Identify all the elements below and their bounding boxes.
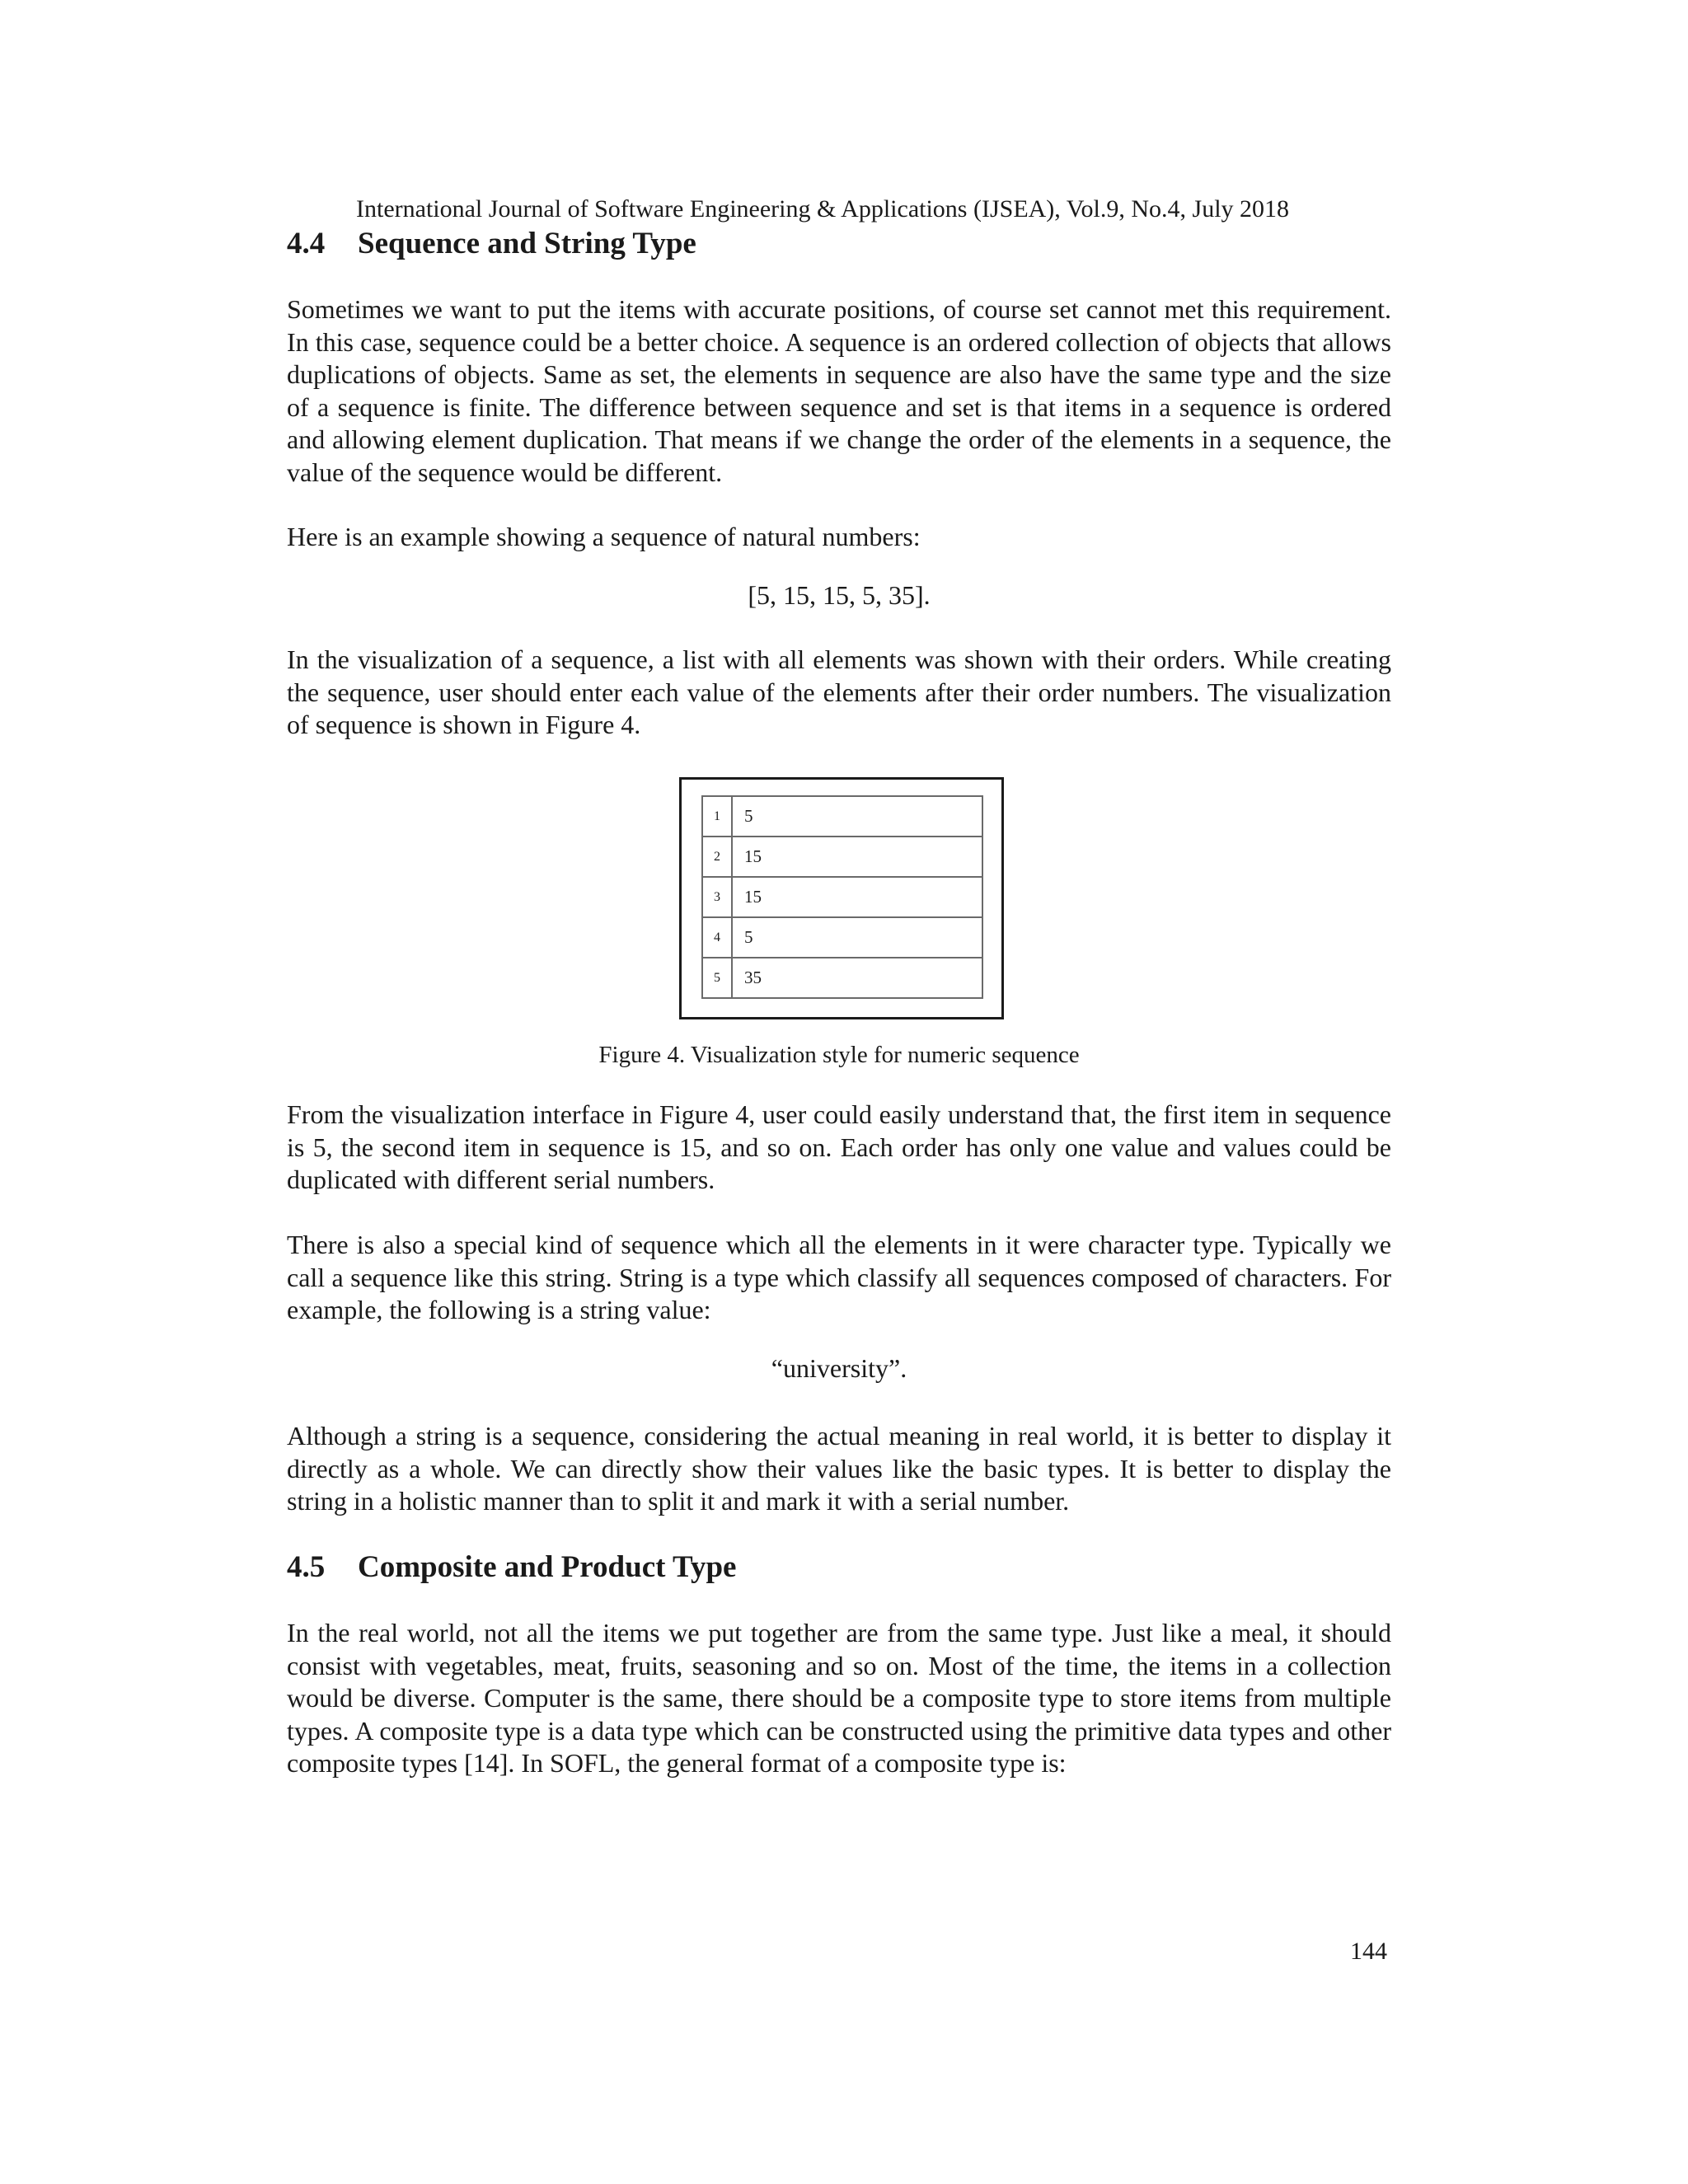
paragraph-string-display: Although a string is a sequence, considering the actual meaning in real world, it is better to display it directly as a whole. We can directly show their values like the basic types. It is better to display the string in a holistic manner than to split it and mark it with a serial number. xyxy=(287,1421,1391,1516)
row-index: 4 xyxy=(702,917,732,958)
table-row xyxy=(702,958,982,998)
paragraph-visualization: In the visualization of a sequence, a list with all elements was shown with their orders. While creating the sequence, user should enter each value of the elements after their order numbers. The visualization of sequence is shown in Figure 4. xyxy=(287,644,1391,739)
section-title: Sequence and String Type xyxy=(358,227,696,260)
row-value: 15 xyxy=(732,837,982,877)
row-index: 2 xyxy=(702,837,732,877)
section-heading-4-5 xyxy=(287,1549,736,1586)
paragraph-figure-explanation: From the visualization interface in Figure 4, user could easily understand that, the first item in sequence is 5, the second item in sequence is 15, and so on. Each order has only one value and values could be duplicated with different serial numbers. xyxy=(287,1099,1391,1194)
paragraph-composite-intro: In the real world, not all the items we put together are from the same type. Just like a meal, it should consist with vegetables, meat, fruits, seasoning and so on. Most of the time, the items in a collection would be diverse. Computer is the same, there should be a composite type to store items from multiple types. A composite type is a data type which can be constructed using the primitive data types and other composite types [14]. In SOFL, the general format of a composite type is: xyxy=(287,1618,1391,1778)
table-row xyxy=(702,917,982,958)
table-row xyxy=(702,837,982,877)
row-index: 1 xyxy=(702,796,732,837)
section-title: Composite and Product Type xyxy=(358,1550,737,1584)
page-number: 144 xyxy=(1350,1938,1387,1965)
row-value: 15 xyxy=(732,877,982,917)
sequence-table xyxy=(701,795,983,999)
example-string: “university”. xyxy=(771,1353,907,1383)
row-value: 5 xyxy=(732,917,982,958)
section-heading-4-4 xyxy=(287,226,696,262)
table-row xyxy=(702,796,982,837)
running-header: International Journal of Software Engineering & Applications (IJSEA), Vol.9, No.4, July 2018 xyxy=(356,195,1290,223)
figure-4-frame xyxy=(679,777,1004,1019)
row-index: 3 xyxy=(702,877,732,917)
figure-4-caption: Figure 4. Visualization style for numeric sequence xyxy=(598,1042,1080,1068)
paragraph-sequence-intro: Sometimes we want to put the items with accurate positions, of course set cannot met this requirement. In this case, sequence could be a better choice. A sequence is an ordered collection of objects that allows duplications of objects. Same as set, the elements in sequence are also have the same type and the size of a sequence is finite. The difference between sequence and set is that items in a sequence is ordered and allowing element duplication. That means if we change the order of the elements in a sequence, the value of the sequence would be different. xyxy=(287,294,1391,487)
row-index: 5 xyxy=(702,958,732,998)
row-value: 5 xyxy=(732,796,982,837)
paragraph-string-intro: There is also a special kind of sequence which all the elements in it were character type. Typically we call a sequence like this string. String is a type which classify all sequences composed of characters. For example, the following is a string value: xyxy=(287,1230,1391,1324)
section-number: 4.4 xyxy=(287,227,326,260)
row-value: 35 xyxy=(732,958,982,998)
example-sequence: [5, 15, 15, 5, 35]. xyxy=(748,580,931,610)
section-number: 4.5 xyxy=(287,1550,326,1584)
paragraph-example-intro: Here is an example showing a sequence of natural numbers: xyxy=(287,522,921,551)
table-row xyxy=(702,877,982,917)
